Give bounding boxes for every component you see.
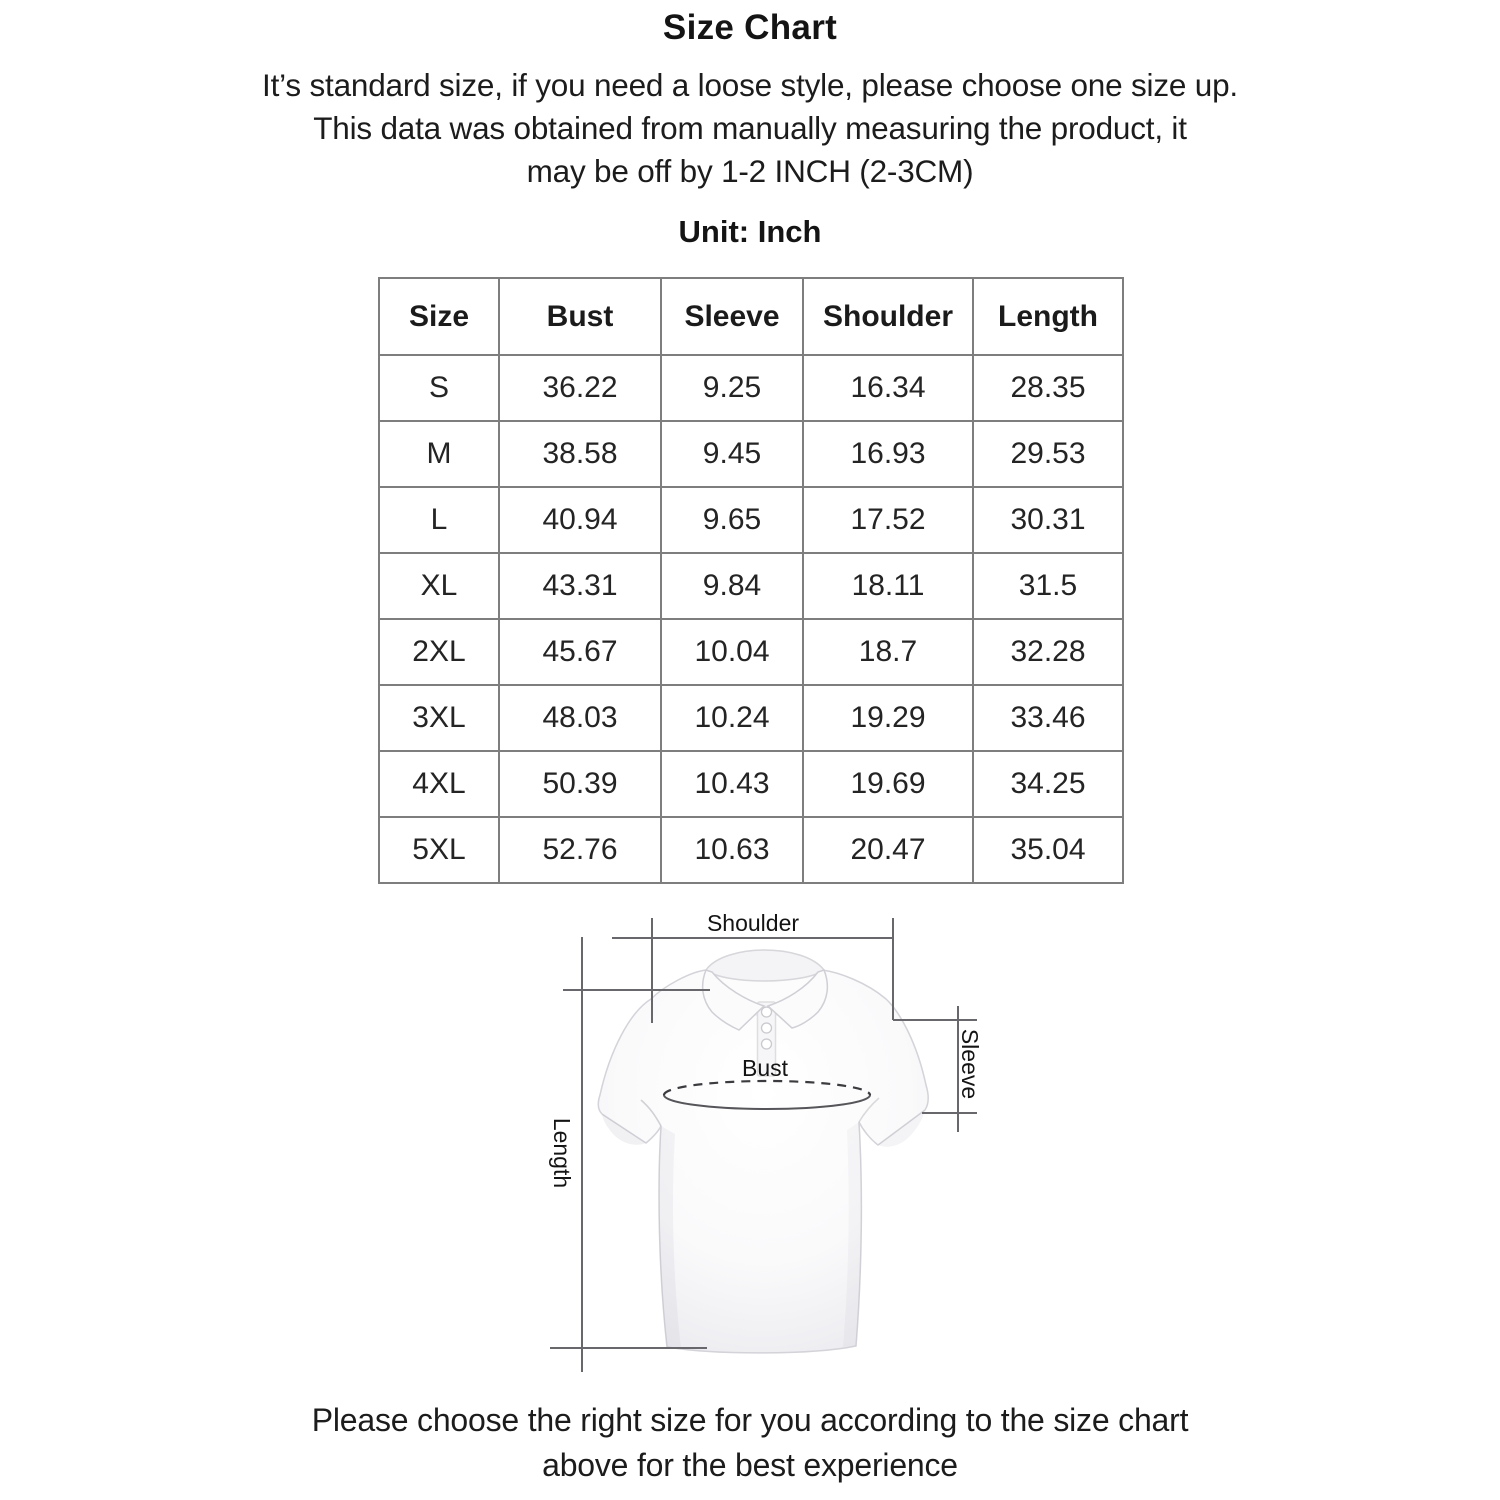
sleeve-cell: 9.45 [661,421,803,487]
size-cell: 5XL [379,817,499,883]
intro-line-2: This data was obtained from manually measuring the product, it [313,110,1187,146]
size-cell: 3XL [379,685,499,751]
table-row [379,553,1123,619]
bust-cell: 52.76 [499,817,661,883]
sleeve-cell: 10.43 [661,751,803,817]
shirt-measurement-diagram [520,895,1010,1390]
length-label: Length [549,1117,575,1189]
col-header-shoulder: Shoulder [803,278,973,355]
footer-line-2: above for the best experience [542,1447,958,1483]
size-table [378,277,1124,884]
table-header-row [379,278,1123,355]
bust-cell: 36.22 [499,355,661,421]
bust-cell: 48.03 [499,685,661,751]
shoulder-cell: 20.47 [803,817,973,883]
sleeve-cell: 9.25 [661,355,803,421]
shoulder-cell: 17.52 [803,487,973,553]
size-cell: XL [379,553,499,619]
shoulder-cell: 16.34 [803,355,973,421]
table-row [379,817,1123,883]
length-cell: 31.5 [973,553,1123,619]
col-header-length: Length [973,278,1123,355]
size-cell: M [379,421,499,487]
col-header-sleeve: Sleeve [661,278,803,355]
shoulder-cell: 18.11 [803,553,973,619]
bust-cell: 50.39 [499,751,661,817]
length-cell: 33.46 [973,685,1123,751]
sleeve-cell: 9.84 [661,553,803,619]
shirt-diagram-graphic [520,895,1010,1390]
size-cell: L [379,487,499,553]
sleeve-cell: 10.24 [661,685,803,751]
table-row [379,355,1123,421]
intro-text [0,64,1500,193]
bust-cell: 43.31 [499,553,661,619]
length-cell: 32.28 [973,619,1123,685]
footer-line-1: Please choose the right size for you according to the size chart [311,1402,1189,1438]
table-row [379,685,1123,751]
table-row [379,619,1123,685]
shoulder-cell: 16.93 [803,421,973,487]
sleeve-cell: 9.65 [661,487,803,553]
size-cell: 4XL [379,751,499,817]
size-cell: S [379,355,499,421]
sleeve-cell: 10.04 [661,619,803,685]
col-header-bust: Bust [499,278,661,355]
length-cell: 34.25 [973,751,1123,817]
sleeve-label: Sleeve [957,1028,983,1100]
unit-label: Unit: Inch [678,214,822,249]
sleeve-cell: 10.63 [661,817,803,883]
page-title: Size Chart [662,8,838,47]
bust-cell: 38.58 [499,421,661,487]
length-cell: 35.04 [973,817,1123,883]
shoulder-cell: 19.69 [803,751,973,817]
shirt-button [762,1023,772,1033]
length-cell: 29.53 [973,421,1123,487]
bust-cell: 40.94 [499,487,661,553]
intro-line-1: It’s standard size, if you need a loose style, please choose one size up. [262,67,1238,103]
shoulder-label: Shoulder [706,910,800,936]
shoulder-cell: 18.7 [803,619,973,685]
footer-note [0,1398,1500,1488]
length-cell: 30.31 [973,487,1123,553]
shoulder-cell: 19.29 [803,685,973,751]
intro-line-3: may be off by 1-2 INCH (2-3CM) [526,153,974,189]
table-row [379,421,1123,487]
bust-cell: 45.67 [499,619,661,685]
polo-shirt-illustration [598,950,928,1353]
table-row [379,751,1123,817]
table-row [379,487,1123,553]
bust-label: Bust [741,1055,789,1081]
length-cell: 28.35 [973,355,1123,421]
size-cell: 2XL [379,619,499,685]
shirt-button [762,1039,772,1049]
col-header-size: Size [379,278,499,355]
